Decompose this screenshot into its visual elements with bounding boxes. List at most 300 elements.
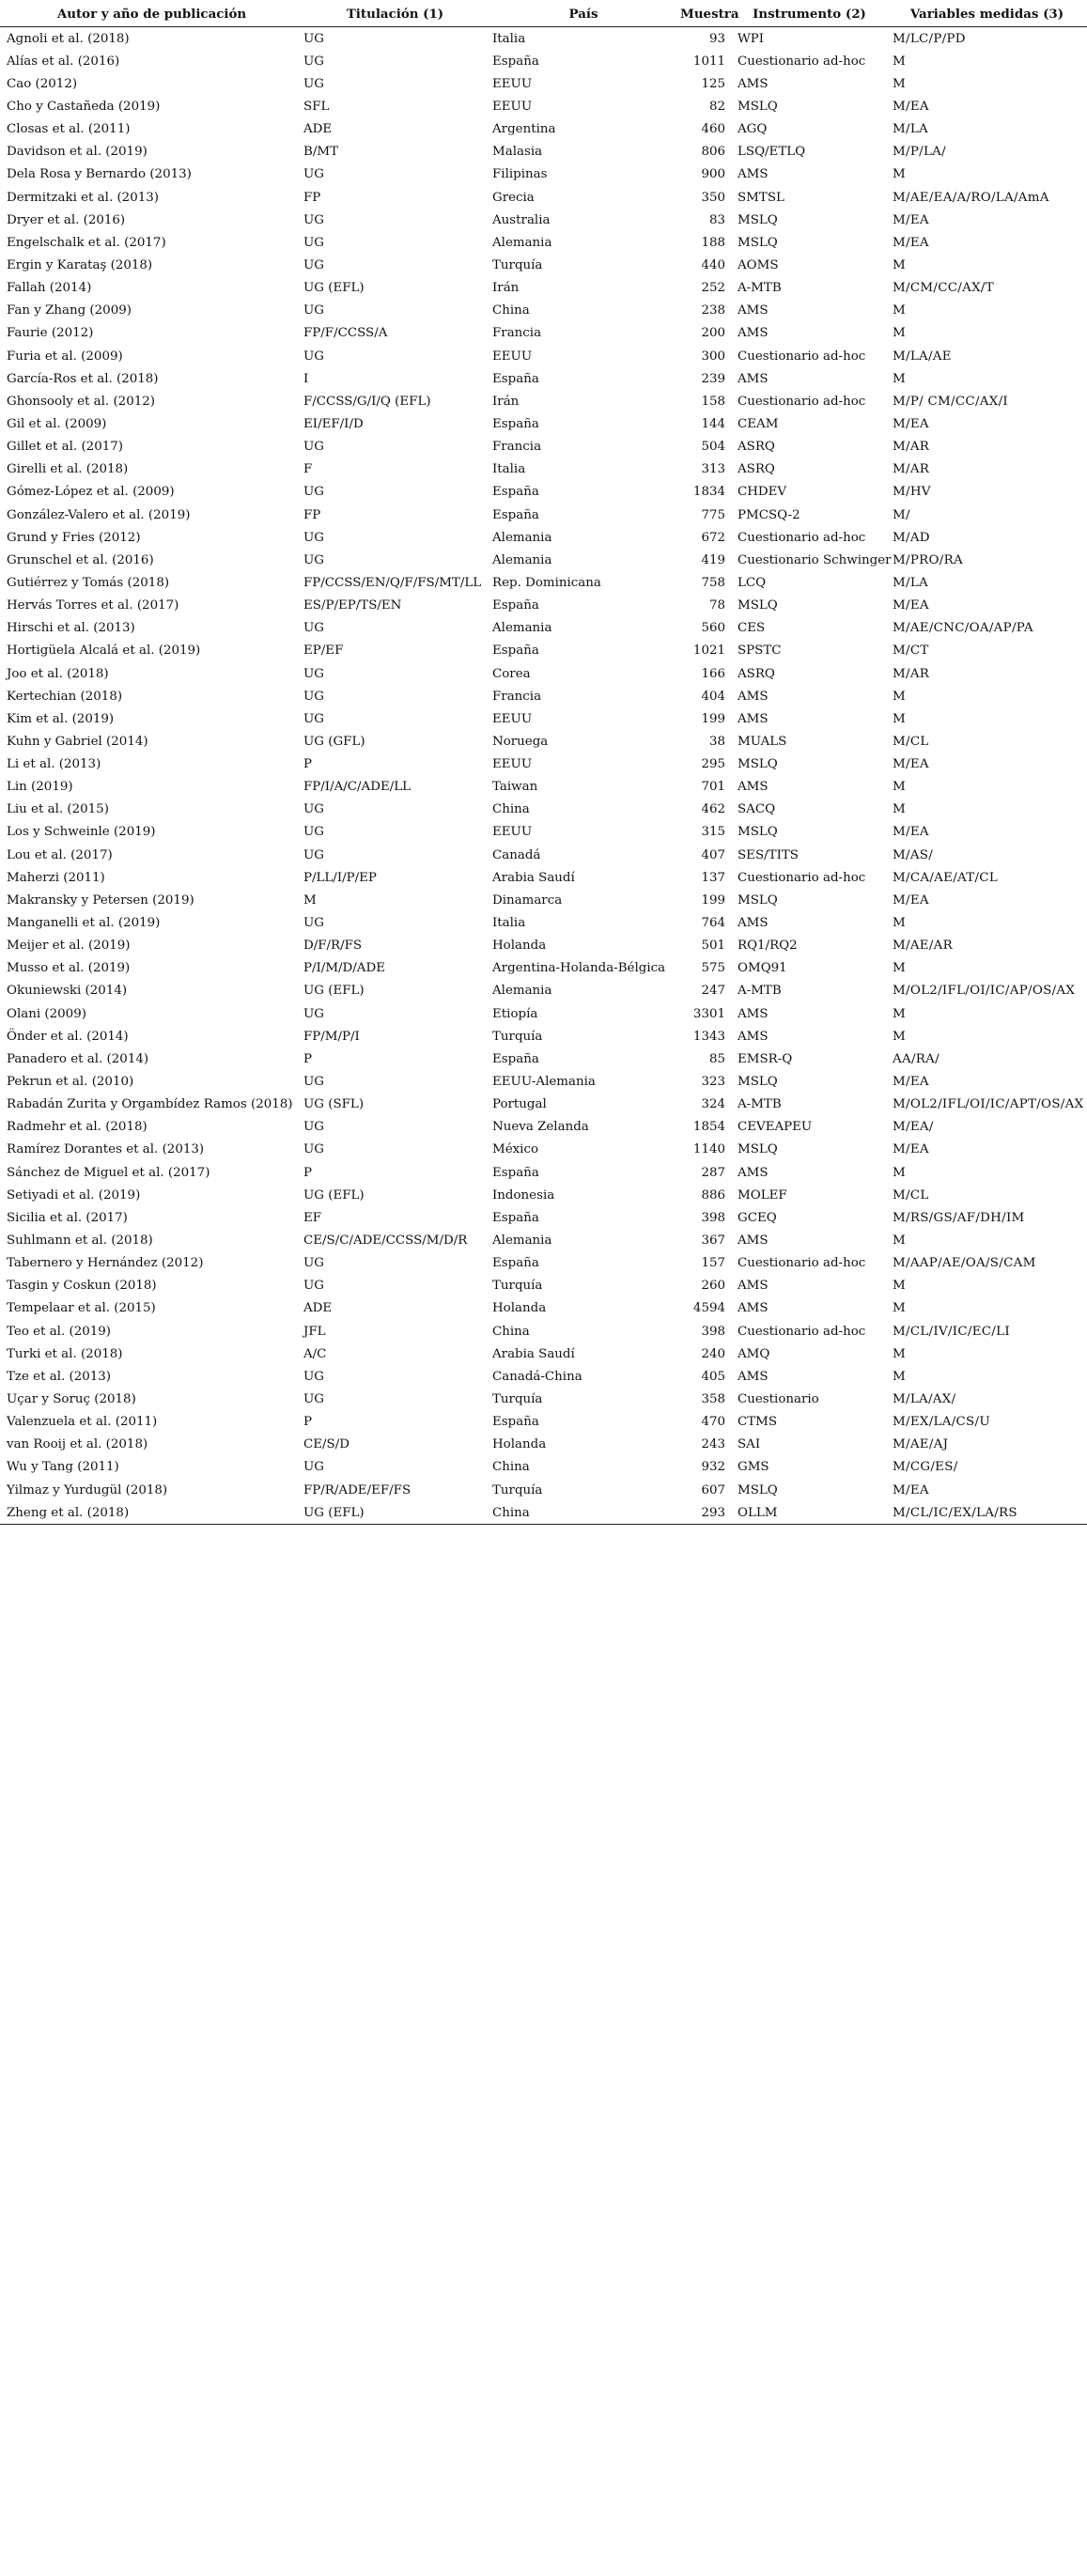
cell-author: Lou et al. (2017): [7, 847, 113, 862]
cell-titulacion: FP/R/ADE/EF/FS: [303, 1482, 412, 1497]
cell-pais: Alemania: [492, 621, 552, 636]
cell-muestra: 1011: [692, 54, 725, 69]
cell-variables: M: [893, 1346, 907, 1361]
cell-variables: M/LC/P/PD: [893, 31, 966, 46]
cell-muestra: 575: [701, 961, 725, 976]
cell-titulacion: UG: [303, 825, 324, 840]
table-row: [0, 1275, 1087, 1297]
cell-variables: M/AR: [893, 462, 930, 477]
table-row: [0, 1139, 1087, 1161]
cell-author: Faurie (2012): [7, 326, 94, 341]
cell-muestra: 300: [701, 349, 725, 364]
cell-variables: M/AR: [893, 440, 930, 455]
cell-titulacion: UG (EFL): [303, 281, 365, 296]
cell-pais: Irán: [492, 394, 520, 409]
table-row: [0, 504, 1087, 526]
table-row: [0, 1229, 1087, 1251]
cell-instrumento: AMS: [738, 326, 769, 341]
cell-author: Setiyadi et al. (2019): [7, 1187, 141, 1203]
table-row: [0, 1025, 1087, 1047]
cell-instrumento: A-MTB: [738, 281, 782, 296]
cell-muestra: 315: [701, 825, 725, 840]
cell-titulacion: CE/S/D: [303, 1437, 349, 1452]
cell-pais: España: [492, 371, 539, 386]
cell-titulacion: EI/EF/I/D: [303, 416, 364, 431]
cell-variables: M/LA: [893, 122, 928, 137]
publications-table: [0, 2, 1087, 1525]
cell-pais: España: [492, 1051, 539, 1066]
table-row: [0, 50, 1087, 72]
cell-titulacion: UG: [303, 1120, 324, 1135]
cell-muestra: 404: [701, 689, 725, 704]
cell-instrumento: PMCSQ-2: [738, 507, 800, 522]
cell-pais: EEUU-Alemania: [492, 1075, 596, 1090]
cell-pais: Holanda: [492, 939, 547, 954]
cell-variables: M/AE/EA/A/RO/LA/AmA: [893, 190, 1049, 205]
cell-author: Manganelli et al. (2019): [7, 916, 161, 931]
cell-pais: España: [492, 1210, 539, 1225]
table-row: [0, 1434, 1087, 1456]
cell-titulacion: EP/EF: [303, 644, 344, 659]
cell-variables: M: [893, 1369, 907, 1384]
cell-muestra: 252: [701, 281, 725, 296]
cell-author: Tasgin y Coskun (2018): [7, 1279, 157, 1294]
cell-author: Pekrun et al. (2010): [7, 1075, 134, 1090]
cell-variables: M/AE/AR: [893, 939, 954, 954]
cell-titulacion: UG: [303, 1279, 324, 1294]
cell-titulacion: M: [303, 892, 317, 908]
cell-pais: China: [492, 303, 530, 318]
cell-pais: Grecia: [492, 190, 535, 205]
cell-muestra: 82: [708, 99, 725, 114]
cell-titulacion: P: [303, 1051, 313, 1066]
cell-muestra: 293: [677, 1501, 732, 1525]
table-row: [0, 1388, 1087, 1410]
cell-muestra: 324: [701, 1097, 725, 1112]
cell-variables: M/CL: [893, 1187, 929, 1203]
cell-muestra: 188: [701, 235, 725, 250]
cell-pais: Canadá-China: [492, 1369, 582, 1384]
cell-titulacion: UG (GFL): [303, 734, 365, 749]
cell-muestra: 501: [701, 939, 725, 954]
cell-author: van Rooij et al. (2018): [7, 1437, 148, 1452]
cell-titulacion: I: [303, 371, 309, 386]
cell-variables: M/EA: [893, 757, 929, 772]
cell-instrumento: AMS: [738, 711, 769, 726]
cell-variables: M: [893, 1006, 907, 1021]
cell-muestra: 200: [701, 326, 725, 341]
table-row: [0, 95, 1087, 117]
cell-titulacion: UG: [303, 1006, 324, 1021]
table-row: [0, 1342, 1087, 1365]
cell-instrumento: SES/TITS: [738, 847, 799, 862]
cell-titulacion: UG: [303, 235, 324, 250]
cell-pais: Italia: [492, 916, 526, 931]
cell-instrumento: Cuestionario ad-hoc: [738, 54, 866, 69]
table-row: [0, 367, 1087, 390]
cell-muestra: 405: [701, 1369, 725, 1384]
cell-pais: Argentina-Holanda-Bélgica: [492, 961, 666, 976]
cell-instrumento: AMS: [738, 1029, 769, 1044]
cell-author: Grund y Fries (2012): [7, 530, 141, 545]
cell-author: Zheng et al. (2018): [0, 1501, 301, 1525]
cell-titulacion: SFL: [303, 99, 330, 114]
cell-variables: M/CL: [893, 734, 929, 749]
cell-muestra: 144: [701, 416, 725, 431]
cell-author: Cho y Castañeda (2019): [7, 99, 161, 114]
cell-pais: Nueva Zelanda: [492, 1120, 589, 1135]
cell-author: Li et al. (2013): [7, 757, 101, 772]
cell-muestra: 1140: [692, 1142, 725, 1157]
cell-titulacion: UG (SFL): [303, 1097, 365, 1112]
cell-muestra: 137: [701, 870, 725, 885]
cell-instrumento: AMS: [738, 1165, 769, 1180]
cell-author: Tempelaar et al. (2015): [7, 1301, 156, 1316]
header-pais: País: [489, 2, 677, 27]
cell-instrumento: LCQ: [738, 575, 767, 590]
cell-variables: M/CA/AE/AT/CL: [893, 870, 999, 885]
cell-variables: M/EA: [893, 1142, 929, 1157]
table-row: [0, 186, 1087, 209]
table-row: [0, 254, 1087, 276]
cell-titulacion: UG: [303, 303, 324, 318]
cell-instrumento: MSLQ: [738, 1075, 778, 1090]
cell-instrumento: CEAM: [738, 416, 779, 431]
cell-author: Lin (2019): [7, 780, 73, 795]
table-row: [0, 390, 1087, 412]
cell-titulacion: F/CCSS/G/I/Q (EFL): [303, 394, 431, 409]
cell-author: Valenzuela et al. (2011): [7, 1415, 158, 1430]
cell-muestra: 4594: [692, 1301, 725, 1316]
table-row: [0, 436, 1087, 458]
cell-pais: China: [492, 1460, 530, 1475]
cell-pais: EEUU: [492, 76, 533, 91]
cell-instrumento: SACQ: [738, 802, 776, 817]
cell-titulacion: UG: [303, 711, 324, 726]
cell-titulacion: UG: [303, 1142, 324, 1157]
cell-pais: Arabia Saudí: [492, 870, 575, 885]
cell-muestra: 85: [708, 1051, 725, 1066]
cell-titulacion: P/LL/I/P/EP: [303, 870, 377, 885]
cell-author: Gutiérrez y Tomás (2018): [7, 575, 170, 590]
cell-instrumento: AMS: [738, 916, 769, 931]
cell-instrumento: MSLQ: [738, 235, 778, 250]
cell-pais: Noruega: [492, 734, 549, 749]
cell-variables: M: [893, 711, 907, 726]
cell-pais: Arabia Saudí: [492, 1346, 575, 1361]
table-row: [0, 1047, 1087, 1070]
cell-author: Kim et al. (2019): [7, 711, 115, 726]
cell-variables: M: [893, 689, 907, 704]
cell-author: Hervás Torres et al. (2017): [7, 598, 179, 613]
table-row: [0, 163, 1087, 186]
cell-author: Hirschi et al. (2013): [7, 621, 135, 636]
cell-instrumento: MSLQ: [738, 892, 778, 908]
table-row: [0, 1411, 1087, 1434]
cell-instrumento: CHDEV: [738, 485, 787, 500]
cell-instrumento: OLLM: [732, 1501, 887, 1525]
table-row: [0, 277, 1087, 300]
cell-pais: Turquía: [492, 257, 543, 272]
table-row: [0, 1184, 1087, 1206]
table-row: [0, 1365, 1087, 1388]
cell-pais: Francia: [492, 689, 542, 704]
cell-author: Gómez-López et al. (2009): [7, 485, 175, 500]
cell-muestra: 560: [701, 621, 725, 636]
cell-variables: M/EA: [893, 598, 929, 613]
cell-author: Rabadán Zurita y Orgambídez Ramos (2018): [7, 1097, 293, 1112]
cell-pais: España: [492, 598, 539, 613]
cell-muestra: 157: [701, 1256, 725, 1271]
cell-muestra: 93: [708, 31, 725, 46]
cell-variables: M: [893, 257, 907, 272]
cell-variables: M: [893, 1029, 907, 1044]
cell-instrumento: SAI: [738, 1437, 761, 1452]
table-row: [0, 1501, 1087, 1525]
cell-muestra: 701: [701, 780, 725, 795]
table-row: [0, 1094, 1087, 1116]
cell-author: Önder et al. (2014): [7, 1029, 129, 1044]
cell-pais: Francia: [492, 326, 542, 341]
table-row: [0, 209, 1087, 231]
cell-titulacion: UG: [303, 1369, 324, 1384]
cell-instrumento: AMS: [738, 1006, 769, 1021]
cell-muestra: 775: [701, 507, 725, 522]
cell-titulacion: UG (EFL): [303, 1187, 365, 1203]
cell-instrumento: MSLQ: [738, 99, 778, 114]
cell-instrumento: RQ1/RQ2: [738, 939, 798, 954]
cell-pais: EEUU: [492, 757, 533, 772]
cell-titulacion: UG: [303, 349, 324, 364]
cell-muestra: 440: [701, 257, 725, 272]
cell-titulacion: UG: [303, 76, 324, 91]
cell-titulacion: UG: [303, 689, 324, 704]
cell-pais: Taiwan: [492, 780, 538, 795]
header-instrumento: Instrumento (2): [732, 2, 887, 27]
cell-author: Joo et al. (2018): [7, 666, 109, 681]
table-row: [0, 799, 1087, 821]
table-row: [0, 617, 1087, 640]
cell-titulacion: EF: [303, 1210, 322, 1225]
cell-pais: España: [492, 1165, 539, 1180]
table-header: [0, 2, 1087, 27]
cell-author: Gillet et al. (2017): [7, 440, 123, 455]
cell-author: Olani (2009): [7, 1006, 86, 1021]
cell-variables: M: [893, 1301, 907, 1316]
cell-instrumento: CTMS: [738, 1415, 778, 1430]
cell-muestra: 239: [701, 371, 725, 386]
cell-pais: Turquía: [492, 1482, 543, 1497]
cell-variables: M: [893, 54, 907, 69]
cell-instrumento: AMQ: [738, 1346, 770, 1361]
cell-author: Suhlmann et al. (2018): [7, 1234, 153, 1249]
cell-pais: México: [492, 1142, 539, 1157]
cell-variables: M/EA: [893, 416, 929, 431]
cell-muestra: 1021: [692, 644, 725, 659]
cell-pais: Alemania: [492, 552, 552, 567]
cell-pais: Indonesia: [492, 1187, 555, 1203]
table-row: [0, 866, 1087, 889]
cell-muestra: 199: [701, 892, 725, 908]
table-row: [0, 889, 1087, 911]
cell-instrumento: ASRQ: [738, 666, 775, 681]
cell-author: Panadero et al. (2014): [7, 1051, 149, 1066]
cell-muestra: 407: [701, 847, 725, 862]
cell-pais: Malasia: [492, 145, 543, 160]
cell-author: Maherzi (2011): [7, 870, 105, 885]
cell-variables: M: [893, 303, 907, 318]
cell-muestra: 295: [701, 757, 725, 772]
cell-muestra: 367: [701, 1234, 725, 1249]
cell-variables: M/AE/AJ: [893, 1437, 949, 1452]
table-row: [0, 980, 1087, 1002]
cell-instrumento: CEVEAPEU: [738, 1120, 813, 1135]
cell-variables: M/CM/CC/AX/T: [893, 281, 994, 296]
cell-instrumento: Cuestionario ad-hoc: [738, 1256, 866, 1271]
cell-titulacion: UG (EFL): [303, 984, 365, 999]
cell-titulacion: B/MT: [303, 145, 338, 160]
table-row: [0, 1320, 1087, 1342]
cell-muestra: 38: [708, 734, 725, 749]
cell-instrumento: A-MTB: [738, 1097, 782, 1112]
cell-instrumento: AMS: [738, 371, 769, 386]
cell-muestra: 672: [701, 530, 725, 545]
cell-pais: China: [492, 1324, 530, 1339]
table-row: [0, 844, 1087, 866]
cell-author: Dermitzaki et al. (2013): [7, 190, 159, 205]
table-row: [0, 1206, 1087, 1229]
cell-instrumento: MUALS: [738, 734, 787, 749]
table-row: [0, 526, 1087, 549]
cell-variables: AA/RA/: [893, 1051, 939, 1066]
cell-pais: Alemania: [492, 984, 552, 999]
table-row: [0, 1456, 1087, 1479]
cell-pais: Alemania: [492, 530, 552, 545]
cell-instrumento: AMS: [738, 780, 769, 795]
table-row: [0, 685, 1087, 707]
cell-muestra: 125: [701, 76, 725, 91]
cell-instrumento: SMTSL: [738, 190, 784, 205]
cell-pais: EEUU: [492, 349, 533, 364]
header-author: Autor y año de publicación: [0, 2, 301, 27]
cell-instrumento: ASRQ: [738, 462, 775, 477]
table-row: [0, 911, 1087, 934]
cell-titulacion: D/F/R/FS: [303, 939, 363, 954]
cell-variables: M/RS/GS/AF/DH/IM: [893, 1210, 1025, 1225]
cell-instrumento: AMS: [738, 689, 769, 704]
cell-author: Los y Schweinle (2019): [7, 825, 156, 840]
table-row: [0, 730, 1087, 753]
cell-variables: M/CT: [893, 644, 929, 659]
cell-author: Liu et al. (2015): [7, 802, 109, 817]
cell-pais: España: [492, 1256, 539, 1271]
cell-muestra: 83: [708, 212, 725, 227]
cell-author: Furia et al. (2009): [7, 349, 123, 364]
table-row: [0, 481, 1087, 504]
cell-muestra: 886: [701, 1187, 725, 1203]
cell-pais: EEUU: [492, 825, 533, 840]
cell-pais: Portugal: [492, 1097, 547, 1112]
cell-author: Cao (2012): [7, 76, 78, 91]
cell-variables: M/CG/ES/: [893, 1460, 958, 1475]
cell-author: Meijer et al. (2019): [7, 939, 131, 954]
cell-instrumento: AMS: [738, 167, 769, 182]
cell-titulacion: JFL: [303, 1324, 326, 1339]
cell-variables: M: [893, 1234, 907, 1249]
cell-muestra: 350: [701, 190, 725, 205]
cell-muestra: 419: [701, 552, 725, 567]
cell-pais: China: [489, 1501, 677, 1525]
table-row: [0, 412, 1087, 435]
cell-instrumento: OMQ91: [738, 961, 787, 976]
cell-muestra: 358: [701, 1392, 725, 1406]
cell-titulacion: P: [303, 1165, 313, 1180]
cell-variables: M/EA: [893, 1075, 929, 1090]
cell-pais: Holanda: [492, 1301, 547, 1316]
table-row: [0, 935, 1087, 957]
cell-pais: EEUU: [492, 99, 533, 114]
table-row: [0, 640, 1087, 662]
cell-muestra: 607: [701, 1482, 725, 1497]
cell-titulacion: UG: [303, 621, 324, 636]
cell-muestra: 78: [708, 598, 725, 613]
cell-variables: M/P/LA/: [893, 145, 946, 160]
cell-pais: Italia: [492, 31, 526, 46]
cell-author: Hortigüela Alcalá et al. (2019): [7, 644, 201, 659]
cell-instrumento: WPI: [738, 31, 765, 46]
table-row: [0, 27, 1087, 51]
cell-author: Wu y Tang (2011): [7, 1460, 119, 1475]
cell-muestra: 764: [701, 916, 725, 931]
cell-muestra: 238: [701, 303, 725, 318]
cell-pais: China: [492, 802, 530, 817]
cell-instrumento: MOLEF: [738, 1187, 787, 1203]
cell-muestra: 932: [701, 1460, 725, 1475]
cell-variables: M/AD: [893, 530, 930, 545]
cell-instrumento: AMS: [738, 303, 769, 318]
cell-muestra: 462: [701, 802, 725, 817]
table-row: [0, 571, 1087, 594]
cell-variables: M/EA: [893, 892, 929, 908]
cell-author: Engelschalk et al. (2017): [7, 235, 166, 250]
table-row: [0, 1479, 1087, 1501]
cell-muestra: 247: [701, 984, 725, 999]
cell-pais: España: [492, 507, 539, 522]
cell-variables: M: [893, 326, 907, 341]
cell-titulacion: UG: [303, 485, 324, 500]
cell-pais: Holanda: [492, 1437, 547, 1452]
cell-variables: M: [893, 1165, 907, 1180]
cell-variables: M/AR: [893, 666, 930, 681]
cell-author: Okuniewski (2014): [7, 984, 128, 999]
cell-author: Fallah (2014): [7, 281, 92, 296]
cell-pais: Dinamarca: [492, 892, 563, 908]
cell-instrumento: ASRQ: [738, 440, 775, 455]
cell-pais: Turquía: [492, 1279, 543, 1294]
cell-pais: España: [492, 1415, 539, 1430]
cell-author: García-Ros et al. (2018): [7, 371, 159, 386]
cell-pais: Corea: [492, 666, 531, 681]
cell-titulacion: UG: [303, 31, 324, 46]
cell-instrumento: MSLQ: [738, 212, 778, 227]
cell-titulacion: UG: [303, 666, 324, 681]
cell-author: Dela Rosa y Bernardo (2013): [7, 167, 192, 182]
cell-pais: Alemania: [492, 1234, 552, 1249]
cell-titulacion: UG: [303, 916, 324, 931]
table-row: [0, 1070, 1087, 1093]
cell-muestra: 287: [701, 1165, 725, 1180]
cell-muestra: 806: [701, 145, 725, 160]
